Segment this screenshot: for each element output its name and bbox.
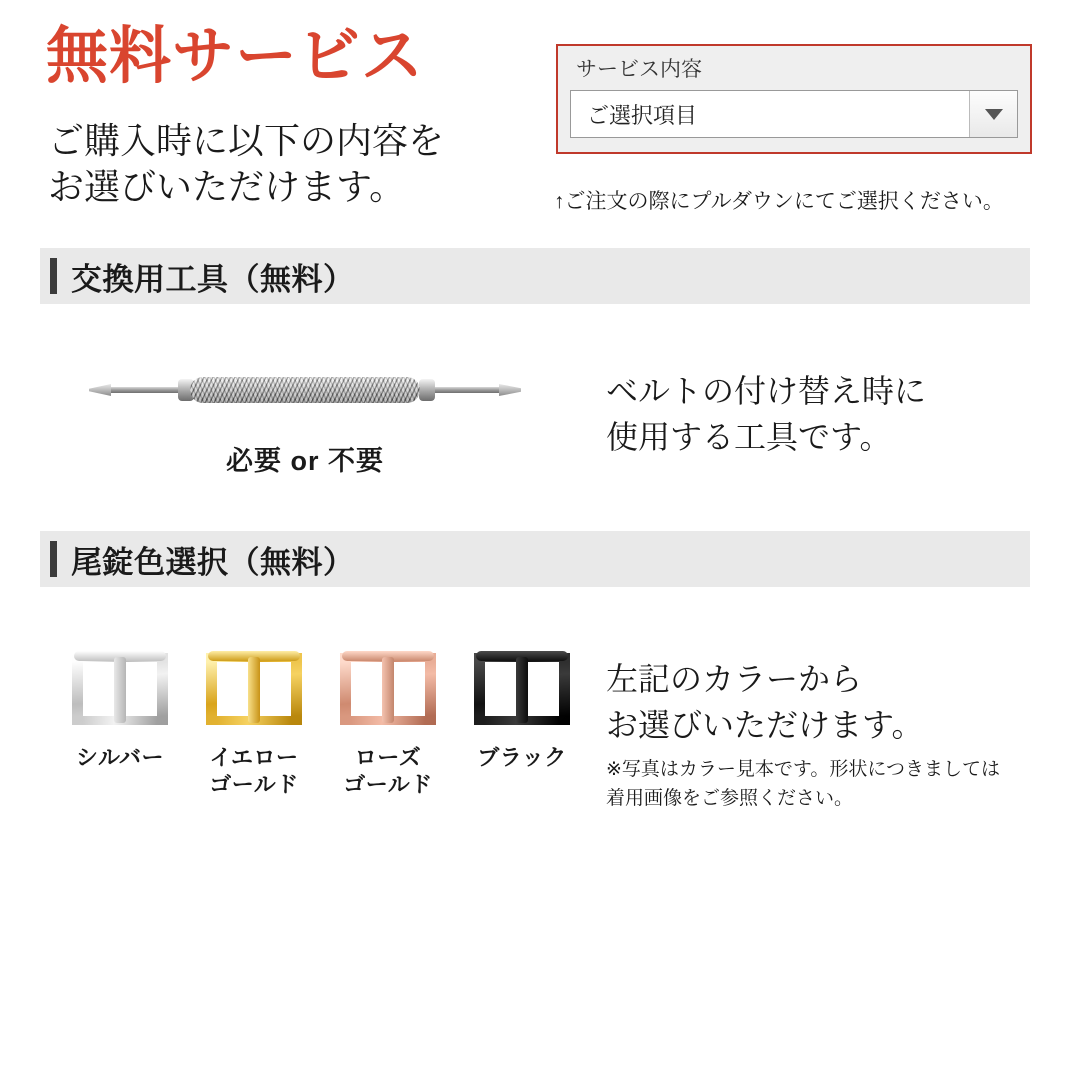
- buckle-label: ローズ ゴールド: [343, 745, 433, 797]
- buckle-option-rose-gold[interactable]: [330, 645, 446, 799]
- buckle-label: ブラック: [477, 745, 567, 770]
- service-select[interactable]: [570, 90, 1018, 138]
- tool-description: ベルトの付け替え時に 使用する工具です。: [606, 373, 927, 456]
- service-select-value: ご選択項目: [587, 102, 698, 128]
- chevron-down-icon[interactable]: [969, 91, 1017, 137]
- service-select-label: サービス内容: [576, 58, 702, 81]
- buckle-label: イエロー ゴールド: [209, 745, 299, 797]
- buckle-image-yellow-gold: [198, 645, 310, 733]
- service-select-note: ↑ご注文の際にプルダウンにてご選択ください。: [554, 190, 1004, 213]
- buckle-option-yellow-gold[interactable]: [196, 645, 312, 799]
- buckle-color-list: [62, 645, 582, 799]
- buckle-image-silver: [64, 645, 176, 733]
- buckle-note: ※写真はカラー見本です。形状につきましては 着用画像をご参照ください。: [606, 759, 1001, 809]
- section-accent-bar: [50, 541, 57, 577]
- buckle-option-silver[interactable]: [62, 645, 178, 799]
- section-title-buckle: 尾錠色選択（無料）: [71, 544, 355, 580]
- tool-block: [60, 355, 550, 478]
- section-accent-bar: [50, 258, 57, 294]
- buckle-image-rose-gold: [332, 645, 444, 733]
- buckle-description: 左記のカラーから お選びいただけます。: [606, 661, 924, 744]
- buckle-label: シルバー: [76, 745, 164, 770]
- section-header-buckle: [40, 531, 1030, 587]
- page-title: 無料サービス: [46, 22, 425, 91]
- buckle-image-black: [466, 645, 578, 733]
- tool-caption: 必要 or 不要: [225, 446, 384, 476]
- page-subtitle: ご購入時に以下の内容を お選びいただけます。: [48, 120, 445, 208]
- buckle-option-black[interactable]: [464, 645, 580, 799]
- spring-bar-tool-image: [75, 355, 535, 425]
- section-header-tool: [40, 248, 1030, 304]
- section-title-tool: 交換用工具（無料）: [71, 261, 355, 297]
- service-select-card: [556, 44, 1032, 154]
